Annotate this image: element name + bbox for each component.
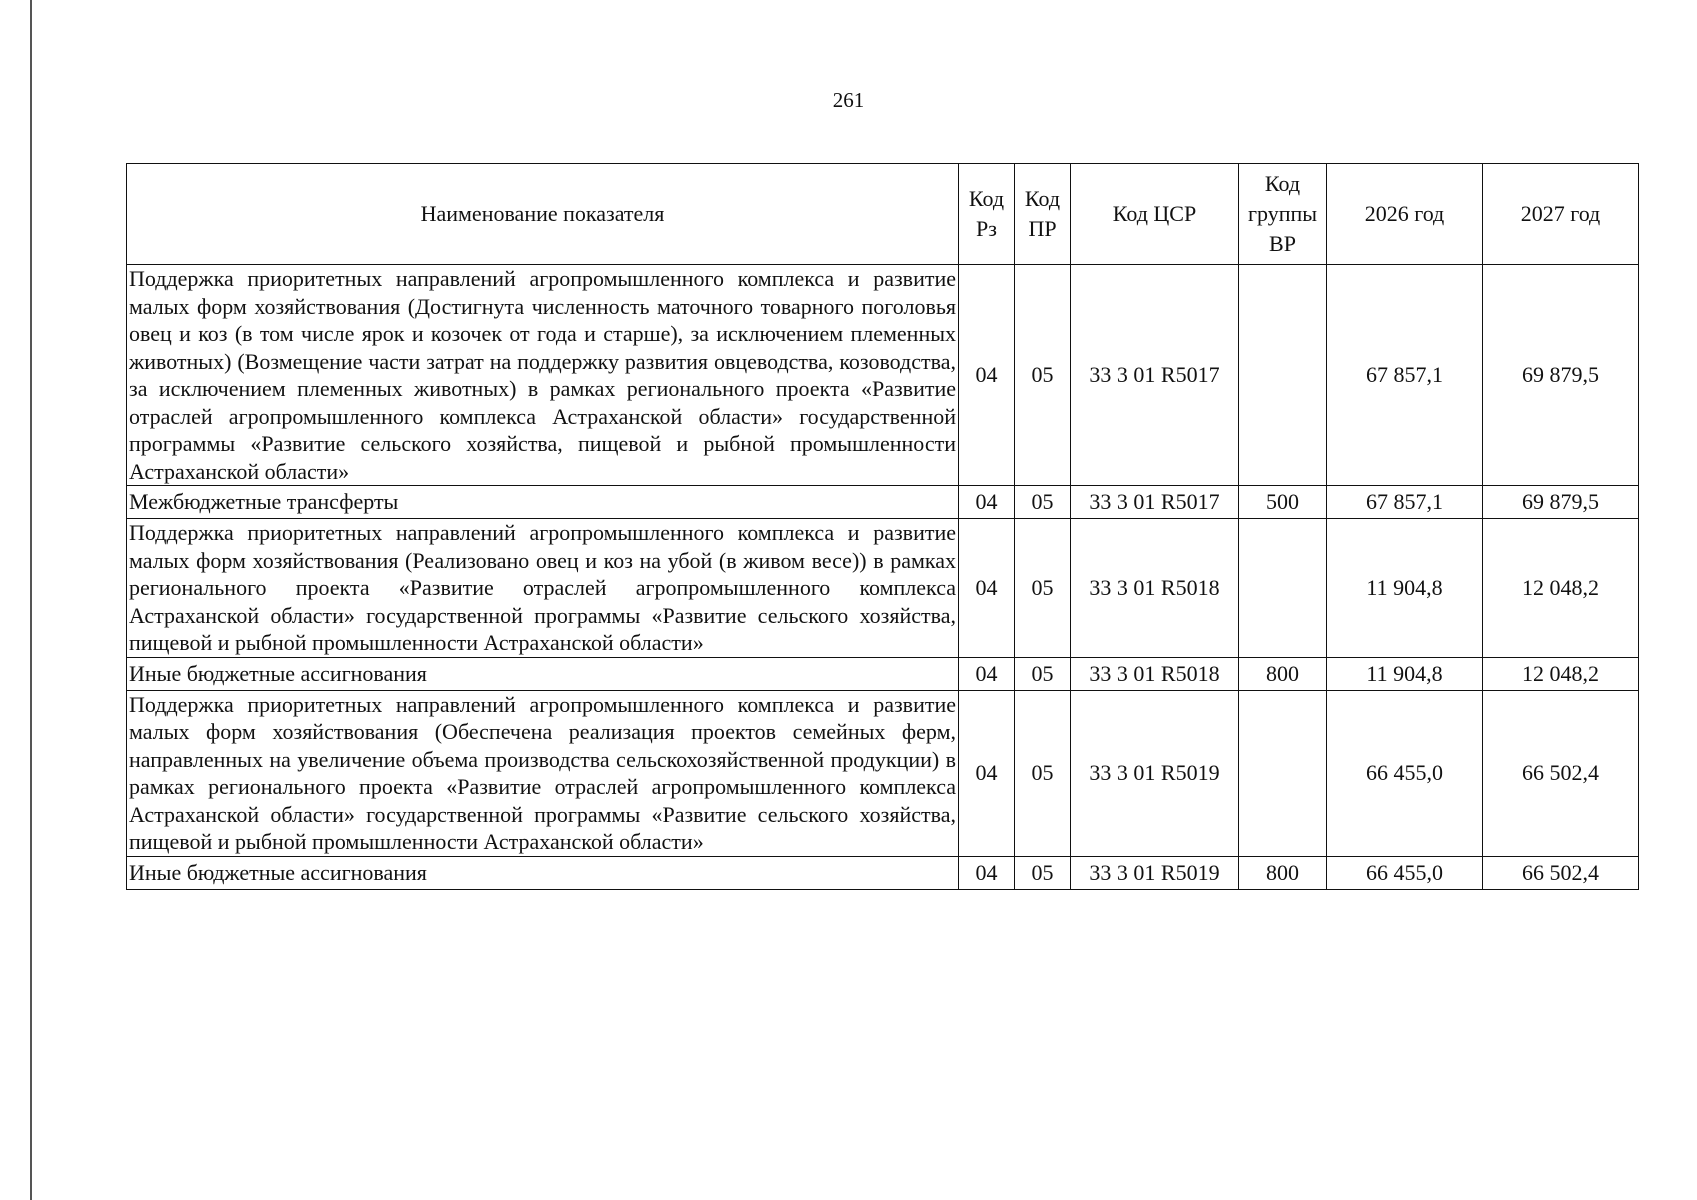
row-pr: 05 xyxy=(1015,690,1071,856)
row-2026: 66 455,0 xyxy=(1327,856,1483,889)
row-rz: 04 xyxy=(959,690,1015,856)
row-2026: 11 904,8 xyxy=(1327,519,1483,658)
row-2027: 66 502,4 xyxy=(1483,690,1639,856)
row-csr: 33 3 01 R5018 xyxy=(1071,519,1239,658)
row-pr: 05 xyxy=(1015,519,1071,658)
row-name: Поддержка приоритетных направлений агропромышленного комплекса и развитие малых форм хозяйствования (Обеспечена реализация проектов семейных ферм, направленных на увеличение объема производства сельскохозяйственной продукции) в рамках регионального проекта «Развитие отраслей агропромышленного комплекса Астраханской области» государственной программы «Развитие сельского хозяйства, пищевой и рыбной промышленности Астраханской области» xyxy=(127,690,959,856)
table-row xyxy=(127,856,1639,889)
row-vr: 800 xyxy=(1239,657,1327,690)
budget-table xyxy=(126,163,1639,890)
row-rz: 04 xyxy=(959,657,1015,690)
row-name: Межбюджетные трансферты xyxy=(127,486,959,519)
header-2027: 2027 год xyxy=(1483,164,1639,265)
row-csr: 33 3 01 R5019 xyxy=(1071,856,1239,889)
row-pr: 05 xyxy=(1015,265,1071,486)
row-vr xyxy=(1239,265,1327,486)
row-2027: 12 048,2 xyxy=(1483,657,1639,690)
row-csr: 33 3 01 R5018 xyxy=(1071,657,1239,690)
row-pr: 05 xyxy=(1015,856,1071,889)
header-2026: 2026 год xyxy=(1327,164,1483,265)
row-rz: 04 xyxy=(959,856,1015,889)
row-vr: 500 xyxy=(1239,486,1327,519)
row-2027: 66 502,4 xyxy=(1483,856,1639,889)
table-row xyxy=(127,690,1639,856)
row-name: Иные бюджетные ассигнования xyxy=(127,657,959,690)
row-csr: 33 3 01 R5017 xyxy=(1071,265,1239,486)
row-vr: 800 xyxy=(1239,856,1327,889)
scan-edge-line xyxy=(30,0,32,1200)
row-rz: 04 xyxy=(959,265,1015,486)
row-2027: 69 879,5 xyxy=(1483,265,1639,486)
row-rz: 04 xyxy=(959,519,1015,658)
table-header-row xyxy=(127,164,1639,265)
row-name: Иные бюджетные ассигнования xyxy=(127,856,959,889)
row-csr: 33 3 01 R5019 xyxy=(1071,690,1239,856)
row-2027: 12 048,2 xyxy=(1483,519,1639,658)
row-2026: 67 857,1 xyxy=(1327,265,1483,486)
table-row xyxy=(127,486,1639,519)
row-csr: 33 3 01 R5017 xyxy=(1071,486,1239,519)
row-2026: 66 455,0 xyxy=(1327,690,1483,856)
header-csr: Код ЦСР xyxy=(1071,164,1239,265)
row-pr: 05 xyxy=(1015,486,1071,519)
row-pr: 05 xyxy=(1015,657,1071,690)
row-2026: 67 857,1 xyxy=(1327,486,1483,519)
row-2027: 69 879,5 xyxy=(1483,486,1639,519)
header-vr: Код группы ВР xyxy=(1239,164,1327,265)
header-name: Наименование показателя xyxy=(127,164,959,265)
header-pr: Код ПР xyxy=(1015,164,1071,265)
table-row xyxy=(127,657,1639,690)
table-row xyxy=(127,519,1639,658)
row-rz: 04 xyxy=(959,486,1015,519)
header-rz: Код Рз xyxy=(959,164,1015,265)
row-vr xyxy=(1239,519,1327,658)
row-name: Поддержка приоритетных направлений агропромышленного комплекса и развитие малых форм хозяйствования (Достигнута численность маточного товарного поголовья овец и коз (в том числе ярок и козочек от года и старше), за исключением племенных животных) (Возмещение части затрат на поддержку развития овцеводства, козоводства, за исключением племенных животных) в рамках регионального проекта «Развитие отраслей агропромышленного комплекса Астраханской области» государственной программы «Развитие сельского хозяйства, пищевой и рыбной промышленности Астраханской области» xyxy=(127,265,959,486)
row-name: Поддержка приоритетных направлений агропромышленного комплекса и развитие малых форм хозяйствования (Реализовано овец и коз на убой (в живом весе)) в рамках регионального проекта «Развитие отраслей агропромышленного комплекса Астраханской области» государственной программы «Развитие сельского хозяйства, пищевой и рыбной промышленности Астраханской области» xyxy=(127,519,959,658)
table-row xyxy=(127,265,1639,486)
page-number: 261 xyxy=(832,88,865,112)
row-vr xyxy=(1239,690,1327,856)
row-2026: 11 904,8 xyxy=(1327,657,1483,690)
